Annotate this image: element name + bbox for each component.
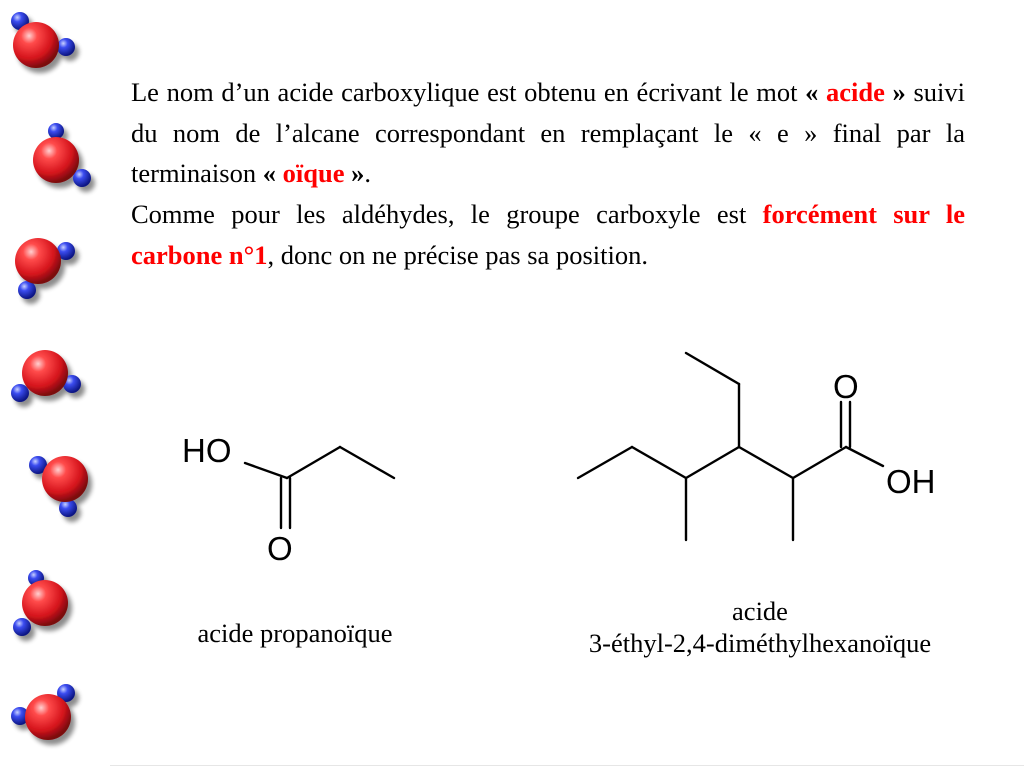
bond [686,353,739,384]
divider [110,765,1024,766]
caption-line: acide [732,596,788,626]
atom-label-o: O [267,530,293,567]
keyword-oique: oïque [282,158,345,189]
keyword-acide: acide [826,77,885,107]
quote-open: « [805,77,827,107]
caption-line: 3-éthyl-2,4-diméthylhexanoïque [588,628,932,658]
text-segment: Comme pour les aldéhydes, le groupe carboxyle est [131,199,763,230]
bond [793,447,846,478]
keyword-carbon-1: forcément sur le carbone n°1 [131,199,965,270]
bond [245,463,287,478]
text-segment: suivi du nom de l’alcane correspondant en remplaçant le « e » final par la terminaison [131,77,965,189]
propanoic-acid-structure [245,447,394,528]
quote-open: « [262,158,283,189]
quote-close: » [884,77,906,107]
caption-propanoic-acid: acide propanoïque [197,618,393,648]
caption-dimethylhexanoic-acid [520,595,1000,659]
quote-close: » [344,158,365,189]
atom-label-oh: OH [886,463,936,500]
atom-label-o: O [833,368,859,405]
bond [287,447,340,478]
bond [686,447,739,478]
atom-label-ho: HO [182,432,232,469]
bond [578,447,632,478]
bond [739,447,793,478]
text-segment: . [364,158,371,189]
bond [340,447,394,478]
bond [632,447,686,478]
text-segment: Le nom d’un acide carboxylique est obtenu en écrivant le mot [131,77,806,107]
bond [846,447,883,466]
text-segment: , donc on ne précise pas sa position. [267,239,648,270]
